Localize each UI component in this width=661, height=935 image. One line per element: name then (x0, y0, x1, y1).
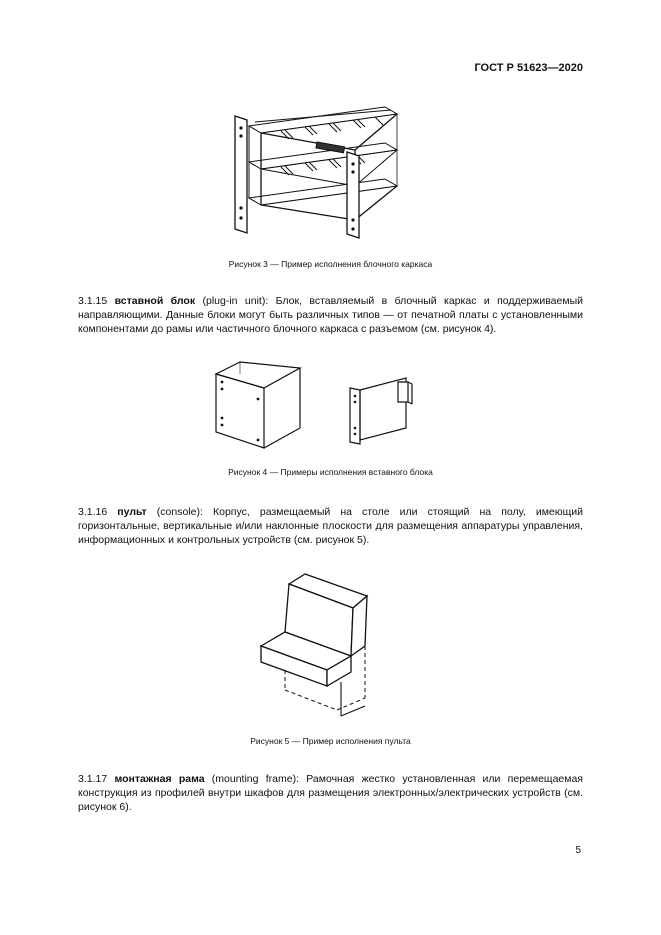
plug-in-unit-drawing (210, 360, 430, 455)
english-term: (mounting frame): (211, 773, 299, 785)
definition-text: Рамочная жестко установленная или перемещаемая конструкция из профилей внутри шкафов для размещения электронных/электрических устройств (см. рисунок 6). (78, 773, 583, 814)
section-number: 3.1.16 (78, 506, 108, 518)
english-term: (plug-in unit): (202, 295, 269, 307)
definition-paragraph (78, 294, 583, 337)
term: пульт (117, 506, 147, 518)
definition-text: Корпус, размещаемый на столе или стоящий на полу, имеющий горизонтальные, вертикальные и/или наклонные плоскости для размещения аппаратуры управления, информационных и контрольных устройств (см. рисунок 5). (78, 506, 584, 547)
figure-caption: Рисунок 3 — Пример исполнения блочного каркаса (228, 259, 433, 269)
figure-caption: Рисунок 4 — Примеры исполнения вставного блока (228, 467, 433, 477)
definition-paragraph (78, 505, 583, 548)
subrack-drawing (225, 100, 435, 245)
section-number: 3.1.15 (78, 295, 108, 307)
console-drawing (255, 570, 380, 720)
figure-caption: Рисунок 5 — Пример исполнения пульта (250, 736, 411, 746)
page-number: 5 (575, 845, 581, 856)
term: монтажная рама (114, 773, 205, 785)
term: вставной блок (114, 295, 196, 307)
definition-paragraph (78, 772, 583, 815)
document-code: ГОСТ Р 51623—2020 (474, 62, 583, 74)
english-term: (console): (156, 506, 203, 518)
section-number: 3.1.17 (78, 773, 108, 785)
definition-text: Блок, вставляемый в блочный каркас и поддерживаемый направляющими. Данные блоки могут быть различных типов — от печатной платы с установленными компонентами до рамы или частичного блочного каркаса с разъемом (см. рисунок 4). (78, 295, 583, 336)
